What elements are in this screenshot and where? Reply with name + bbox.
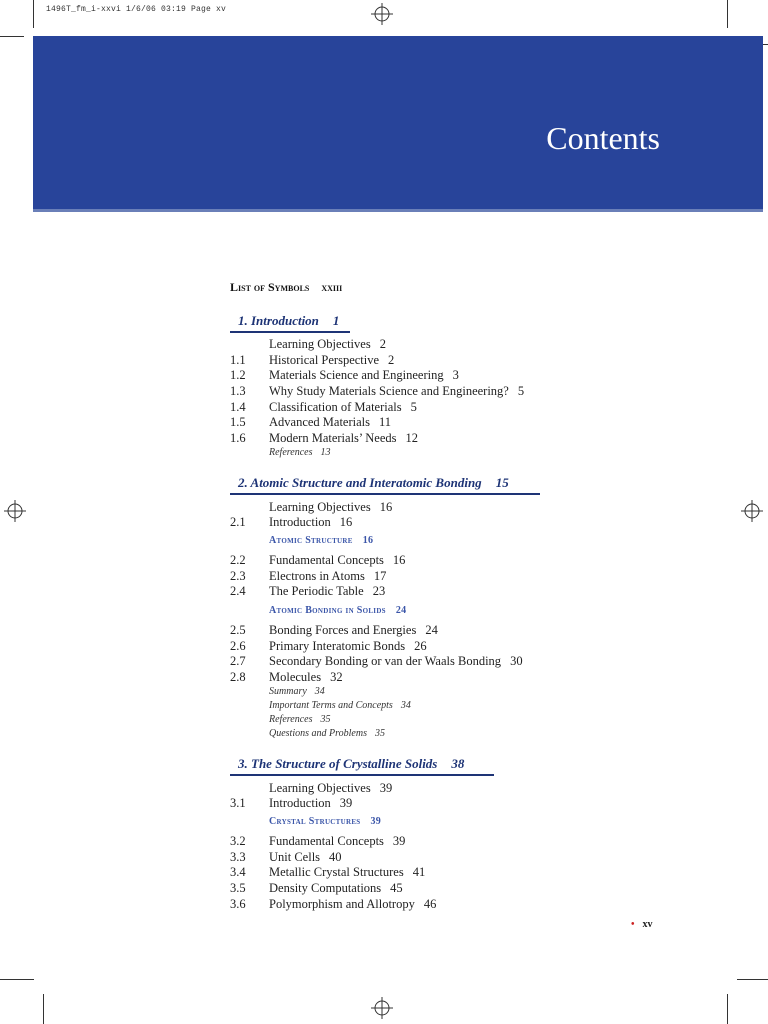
entry-page: 30 [510, 654, 523, 668]
entry-page: 17 [373, 569, 387, 583]
chapter-rule [230, 331, 350, 333]
toc-section-heading[interactable] [269, 535, 373, 546]
entry-number: 1.2 [230, 368, 246, 382]
chapter-title: 2. Atomic Structure and Interatomic Bonding [238, 475, 482, 490]
registration-mark-icon [371, 3, 393, 25]
subentry-page: 34 [400, 700, 411, 711]
entry-title: Why Study Materials Science and Engineering? [269, 384, 509, 398]
entry-title: Historical Perspective [269, 353, 380, 367]
chapter-rule [230, 774, 494, 776]
entry-page: 16 [392, 553, 406, 567]
entry-page: 3 [452, 368, 459, 382]
section-title: Atomic Bonding in Solids [269, 605, 386, 616]
entry-page: 45 [390, 881, 403, 895]
subentry-title: Questions and Problems [269, 728, 367, 739]
section-page: 24 [395, 605, 407, 616]
chapter-rule [230, 493, 540, 495]
entry-title: Electrons in Atoms [269, 569, 365, 583]
entry-number: 2.1 [230, 515, 246, 529]
entry-page: 32 [330, 670, 343, 684]
entry-title: Advanced Materials [269, 415, 371, 429]
crop-mark [737, 979, 768, 980]
header-rule [33, 209, 763, 212]
chapter-page: 38 [451, 756, 465, 771]
page-folio [631, 919, 653, 930]
entry-title: Learning Objectives [269, 500, 371, 514]
toc-subentry[interactable] [269, 714, 331, 725]
entry-page: 12 [405, 431, 419, 445]
entry-title: Primary Interatomic Bonds [269, 639, 406, 653]
subentry-page: 34 [314, 686, 325, 697]
list-of-symbols-entry[interactable] [230, 280, 342, 295]
entry-number: 2.2 [230, 553, 246, 567]
entry-page: 41 [412, 865, 426, 879]
entry-page: 2 [388, 353, 395, 367]
entry-number: 3.4 [230, 865, 246, 879]
entry-title: Metallic Crystal Structures [269, 865, 404, 879]
entry-title: Classification of Materials [269, 400, 402, 414]
crop-mark [727, 994, 728, 1024]
entry-number: 3.2 [230, 834, 246, 848]
entry-title: Density Computations [269, 881, 382, 895]
chapter-page: 1 [332, 313, 340, 328]
entry-page: 24 [425, 623, 438, 637]
entry-title: Materials Science and Engineering [269, 368, 444, 382]
entry-title: Learning Objectives [269, 337, 371, 351]
entry-number: 1.4 [230, 400, 246, 414]
toc-subentry[interactable] [269, 686, 325, 697]
entry-page: 23 [372, 584, 386, 598]
chapter-heading[interactable] [238, 756, 464, 772]
entry-title: Polymorphism and Allotropy [269, 897, 415, 911]
entry-page: 5 [517, 384, 525, 398]
section-page: 39 [370, 816, 382, 827]
section-title: Crystal Structures [269, 816, 361, 827]
entry-page: 39 [379, 781, 393, 795]
entry-page: 40 [329, 850, 342, 864]
entry-page: 5 [410, 400, 417, 414]
section-page: 16 [362, 535, 374, 546]
crop-mark [0, 979, 34, 980]
toc-subentry[interactable] [269, 447, 331, 458]
entry-page: 39 [392, 834, 406, 848]
toc-section-heading[interactable] [269, 816, 381, 827]
entry-number: 3.1 [230, 796, 246, 810]
entry-number: 2.3 [230, 569, 246, 583]
registration-mark-icon [4, 500, 26, 522]
entry-number: 1.5 [230, 415, 246, 429]
chapter-heading[interactable] [238, 475, 509, 491]
registration-mark-icon [371, 997, 393, 1019]
entry-title: The Periodic Table [269, 584, 364, 598]
toc-subentry[interactable] [269, 728, 385, 739]
entry-number: 2.6 [230, 639, 246, 653]
toc-subentry[interactable] [269, 700, 411, 711]
entry-number: 2.8 [230, 670, 246, 684]
entry-number: 3.3 [230, 850, 246, 864]
entry-number: 3.5 [230, 881, 246, 895]
chapter-title: 1. Introduction [238, 313, 319, 328]
entry-title: Bonding Forces and Energies [269, 623, 417, 637]
subentry-page: 13 [320, 447, 331, 458]
entry-title: Learning Objectives [269, 781, 371, 795]
entry-number: 2.7 [230, 654, 246, 668]
entry-title: Introduction [269, 796, 331, 810]
subentry-title: References [269, 447, 313, 458]
chapter-heading[interactable] [238, 313, 339, 329]
subentry-page: 35 [374, 728, 385, 739]
folio-bullet-icon: • [631, 919, 635, 930]
entry-number: 1.1 [230, 353, 246, 367]
entry-number: 2.5 [230, 623, 246, 637]
entry-title: Modern Materials’ Needs [269, 431, 397, 445]
section-title: Atomic Structure [269, 535, 353, 546]
entry-title: Introduction [269, 515, 331, 529]
entry-number: 3.6 [230, 897, 246, 911]
entry-title: Unit Cells [269, 850, 321, 864]
crop-mark [727, 0, 728, 28]
entry-number: 2.4 [230, 584, 246, 598]
entry-title: Molecules [269, 670, 322, 684]
entry-page: xxiii [321, 280, 343, 294]
entry-number: 1.3 [230, 384, 246, 398]
toc-section-heading[interactable] [269, 605, 406, 616]
subentry-title: Important Terms and Concepts [269, 700, 393, 711]
entry-label: List of Symbols [230, 280, 310, 294]
subentry-title: Summary [269, 686, 307, 697]
entry-page: 16 [339, 515, 353, 529]
registration-mark-icon [741, 500, 763, 522]
crop-mark [0, 36, 24, 37]
subentry-title: References [269, 714, 313, 725]
page-title: Contents [546, 120, 660, 156]
crop-mark [43, 994, 44, 1024]
entry-title: Fundamental Concepts [269, 553, 384, 567]
entry-page: 26 [414, 639, 427, 653]
chapter-title: 3. The Structure of Crystalline Solids [238, 756, 438, 771]
entry-page: 39 [339, 796, 353, 810]
entry-title: Secondary Bonding or van der Waals Bonding [269, 654, 502, 668]
crop-mark [33, 0, 34, 28]
entry-page: 46 [423, 897, 437, 911]
folio-page-number: xv [642, 919, 653, 930]
entry-page: 11 [379, 415, 392, 429]
entry-title: Fundamental Concepts [269, 834, 384, 848]
entry-page: 16 [379, 500, 393, 514]
entry-page: 2 [379, 337, 386, 351]
chapter-page: 15 [495, 475, 509, 490]
entry-number: 1.6 [230, 431, 246, 445]
subentry-page: 35 [320, 714, 331, 725]
print-slug: 1496T_fm_i-xxvi 1/6/06 03:19 Page xv [46, 5, 227, 14]
